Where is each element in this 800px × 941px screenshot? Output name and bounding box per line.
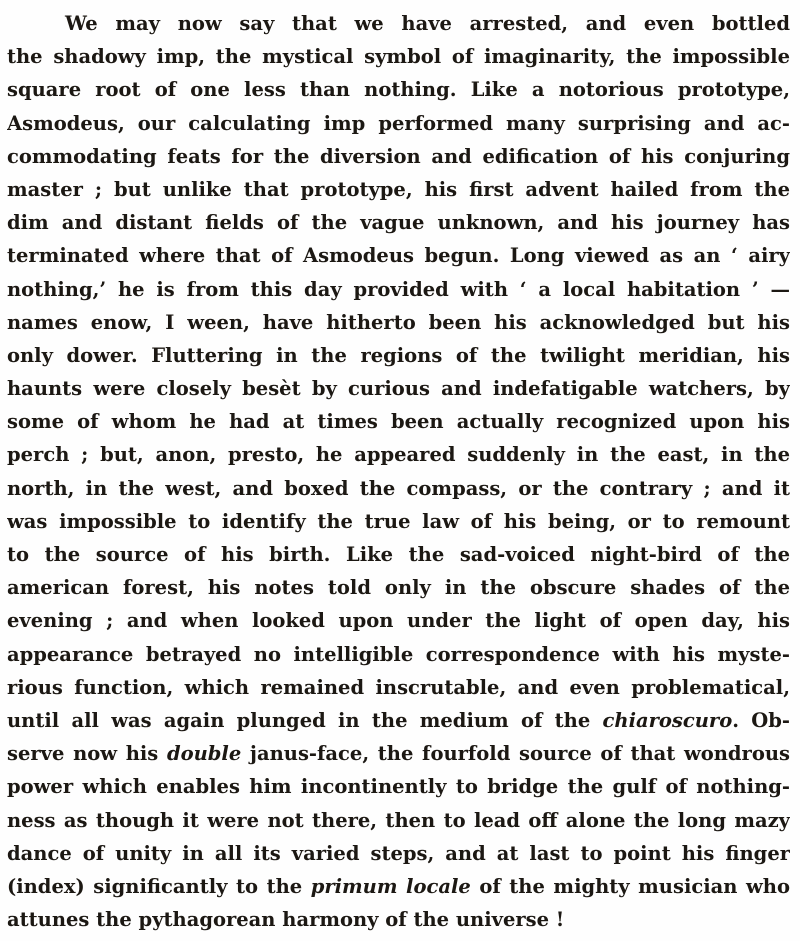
text-line	[7, 671, 790, 704]
text-line	[7, 273, 790, 306]
text-segment: american forest, his notes told only in the obscure shades of the	[7, 576, 790, 600]
text-segment: appearance betrayed no intelligible correspondence with his myste-	[7, 642, 790, 666]
text-line	[7, 7, 790, 40]
text-segment: . Ob-	[732, 708, 790, 732]
text-line	[7, 837, 790, 870]
text-segment: north, in the west, and boxed the compass, or the contrary ; and it	[7, 476, 790, 500]
text-segment: terminated where that of Asmodeus begun. Long viewed as an ‘ airy	[7, 244, 790, 268]
text-segment: was impossible to identify the true law of his being, or to remount	[7, 509, 790, 533]
text-line	[7, 438, 790, 471]
text-segment: the shadowy imp, the mystical symbol of imaginarity, the impossible	[7, 45, 790, 69]
text-line	[7, 372, 790, 405]
text-line	[7, 206, 790, 239]
text-segment: We may now say that we have arrested, and even bottled	[65, 12, 790, 35]
text-segment: dance of unity in all its varied steps, and at last to point his finger	[7, 841, 790, 865]
text-line	[7, 140, 790, 173]
text-segment: some of whom he had at times been actually recognized upon his	[7, 410, 790, 434]
text-segment: of the mighty musician who	[470, 874, 790, 898]
text-segment: power which enables him incontinently to bridge the gulf of nothing-	[7, 775, 790, 799]
text-segment: Asmodeus, our calculating imp performed many surprising and ac-	[7, 111, 790, 135]
text-segment: ness as though it were not there, then to lead off alone the long mazy	[7, 808, 790, 832]
text-line	[7, 405, 790, 438]
text-line	[7, 472, 790, 505]
text-segment: to the source of his birth. Like the sad-voiced night-bird of the	[7, 543, 790, 566]
text-line	[7, 571, 790, 604]
text-segment: only dower. Fluttering in the regions of the twilight meridian, his	[7, 343, 790, 367]
italic-text-segment: chiaroscuro	[602, 708, 733, 732]
text-segment: master ; but unlike that prototype, his first advent hailed from the	[7, 177, 790, 201]
text-line	[7, 107, 790, 140]
text-line	[7, 870, 790, 903]
text-line	[7, 40, 790, 73]
italic-text-segment: primum locale	[310, 874, 471, 898]
text-segment: rious function, which remained inscrutable, and even problematical,	[7, 675, 790, 699]
text-segment: perch ; but, anon, presto, he appeared suddenly in the east, in the	[7, 443, 790, 467]
text-segment: square root of one less than nothing. Like a notorious prototype,	[7, 78, 790, 102]
text-line	[7, 239, 790, 272]
text-segment: until all was again plunged in the medium of the	[7, 708, 603, 732]
text-line	[7, 505, 790, 538]
text-segment: serve now his	[7, 742, 167, 766]
text-line	[7, 638, 790, 671]
text-segment: evening ; and when looked upon under the light of open day, his	[7, 609, 790, 633]
text-segment: haunts were closely besèt by curious and indefatigable watchers, by	[7, 377, 790, 401]
text-segment: attunes the pythagorean harmony of the universe !	[7, 908, 565, 932]
text-line	[7, 804, 790, 837]
text-line	[7, 306, 790, 339]
text-segment: names enow, I ween, have hitherto been his acknowledged but his	[7, 310, 790, 334]
text-line	[7, 339, 790, 372]
text-line	[7, 73, 790, 106]
text-segment: nothing,’ he is from this day provided with ‘ a local habitation ’ —	[7, 277, 790, 301]
text-segment: dim and distant fields of the vague unknown, and his journey has	[7, 211, 790, 235]
text-line	[7, 903, 790, 936]
text-segment: (index) significantly to the	[7, 874, 311, 898]
book-paragraph	[7, 7, 790, 936]
text-line	[7, 704, 790, 737]
text-line	[7, 173, 790, 206]
text-line	[7, 604, 790, 637]
text-line	[7, 538, 790, 571]
text-segment: janus-face, the fourfold source of that wondrous	[241, 742, 790, 766]
text-line	[7, 770, 790, 803]
text-segment: commodating feats for the diversion and edification of his conjuring	[7, 144, 790, 168]
italic-text-segment: double	[166, 742, 242, 766]
text-line	[7, 737, 790, 770]
